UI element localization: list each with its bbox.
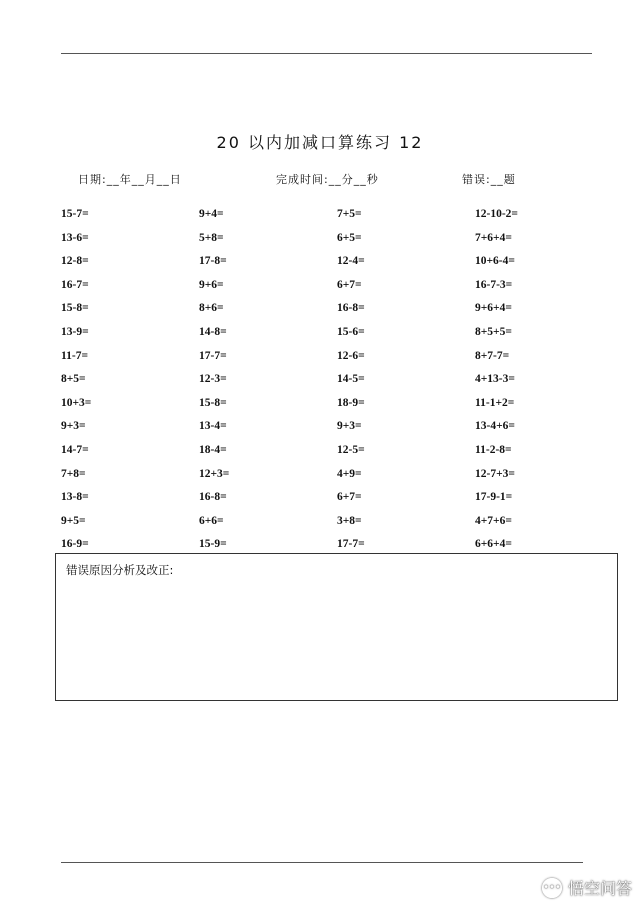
math-problem: 17-8= (199, 255, 227, 268)
math-problem: 15-8= (199, 396, 227, 409)
math-problem: 6+7= (337, 278, 362, 291)
math-problem: 18-4= (199, 443, 227, 456)
math-problem: 12-3= (199, 373, 227, 386)
problem-grid (61, 205, 621, 559)
math-problem: 15-9= (199, 538, 227, 551)
completion-time-field: 完成时间:__分__秒 (276, 173, 379, 186)
math-problem: 11-1+2= (475, 396, 515, 409)
math-problem: 14-8= (199, 325, 227, 338)
math-problem: 14-5= (337, 373, 365, 386)
math-problem: 13-8= (61, 491, 89, 504)
math-problem: 6+7= (337, 491, 362, 504)
math-problem: 6+5= (337, 231, 362, 244)
math-problem: 16-9= (61, 538, 89, 551)
math-problem: 13-4= (199, 420, 227, 433)
bottom-rule (61, 862, 583, 863)
math-problem: 18-9= (337, 396, 365, 409)
watermark-text: 悟空问答 (567, 879, 632, 898)
math-problem: 14-7= (61, 443, 89, 456)
math-problem: 8+5+5= (475, 325, 512, 338)
math-problem: 15-6= (337, 325, 365, 338)
math-problem: 12-5= (337, 443, 365, 456)
math-problem: 16-7-3= (475, 278, 513, 291)
math-problem: 6+6= (199, 514, 224, 527)
math-problem: 3+8= (337, 514, 362, 527)
math-problem: 15-7= (61, 208, 89, 220)
math-problem: 5+8= (199, 231, 224, 244)
math-problem: 11-7= (61, 349, 88, 362)
math-problem: 9+3= (61, 420, 86, 433)
math-problem: 7+8= (61, 467, 86, 480)
math-problem: 10+6-4= (475, 255, 515, 268)
math-problem: 12-6= (337, 349, 365, 362)
math-problem: 16-8= (337, 302, 365, 315)
math-problem: 6+6+4= (475, 538, 512, 551)
math-problem: 4+9= (337, 467, 362, 480)
error-analysis-box (55, 553, 618, 701)
math-problem: 13-6= (61, 231, 89, 244)
date-field: 日期:__年__月__日 (78, 173, 182, 186)
math-problem: 9+5= (61, 514, 86, 527)
page-title: 20 以内加减口算练习 12 (216, 133, 424, 152)
math-problem: 17-7= (337, 538, 365, 551)
math-problem: 17-9-1= (475, 491, 513, 504)
math-problem: 12+3= (199, 467, 230, 480)
math-problem: 12-4= (337, 255, 365, 268)
math-problem: 9+6+4= (475, 302, 512, 315)
math-problem: 9+3= (337, 420, 362, 433)
math-problem: 8+6= (199, 302, 224, 315)
watermark (542, 876, 632, 899)
math-problem: 13-4+6= (475, 420, 515, 433)
math-problem: 8+5= (61, 373, 86, 386)
math-problem: 10+3= (61, 396, 92, 409)
math-problem: 16-8= (199, 491, 227, 504)
top-rule (61, 53, 592, 54)
math-problem: 4+7+6= (475, 514, 512, 527)
math-problem: 13-9= (61, 325, 89, 338)
math-problem: 4+13-3= (475, 373, 515, 386)
math-problem: 17-7= (199, 349, 227, 362)
math-problem: 11-2-8= (475, 443, 512, 456)
math-problem: 7+6+4= (475, 231, 512, 244)
math-problem: 12-8= (61, 255, 89, 268)
math-problem: 9+6= (199, 278, 224, 291)
math-problem: 9+4= (199, 208, 224, 220)
math-problem: 12-7+3= (475, 467, 515, 480)
math-problem: 7+5= (337, 208, 362, 220)
math-problem: 16-7= (61, 278, 89, 291)
math-problem: 8+7-7= (475, 349, 510, 362)
error-count-field: 错误:__题 (462, 173, 516, 186)
error-analysis-label: 错误原因分析及改正: (66, 563, 174, 577)
math-problem: 12-10-2= (475, 208, 518, 220)
math-problem: 15-8= (61, 302, 89, 315)
wukong-logo-icon: ••• (542, 878, 562, 898)
